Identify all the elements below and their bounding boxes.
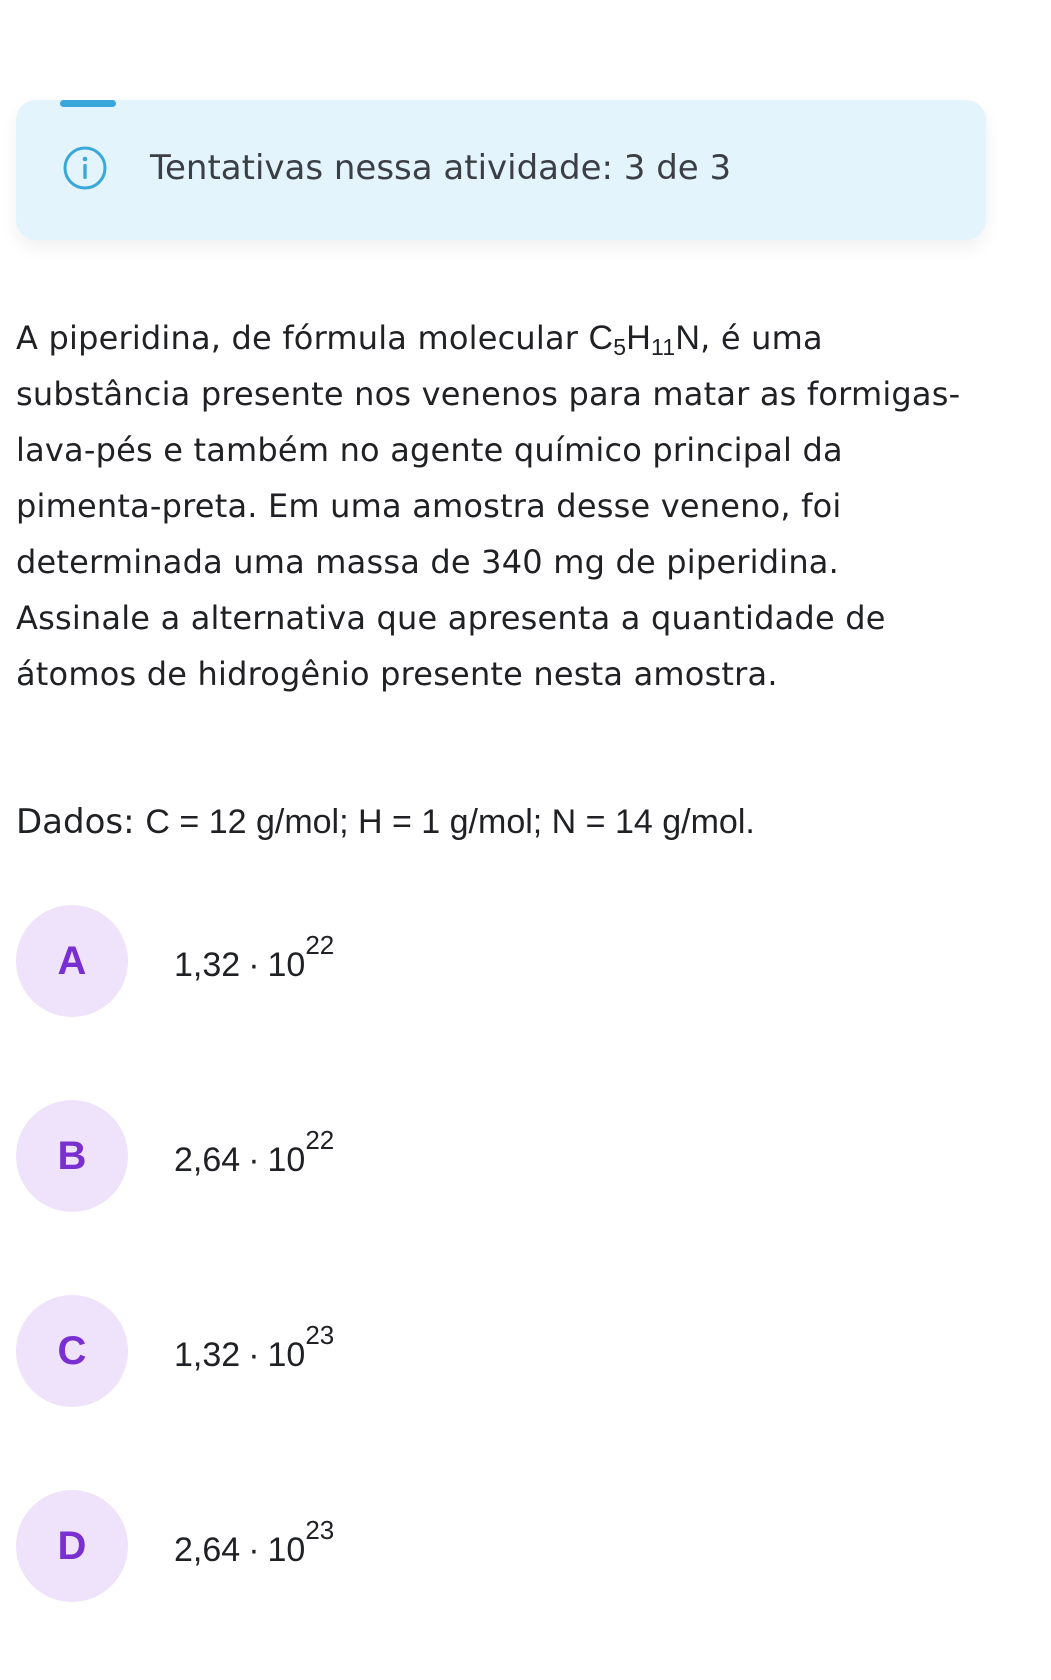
option-d-value[interactable]: $2,64 \cdot 10^{23}$ [174, 1515, 335, 1569]
option-b-letter[interactable]: B [16, 1100, 128, 1212]
option-a[interactable] [16, 905, 916, 1017]
given-data [16, 800, 755, 844]
option-a-value[interactable]: $1,32 \cdot 10^{22}$ [174, 930, 335, 984]
option-d-letter[interactable]: D [16, 1490, 128, 1602]
molecular-formula: $C_5H_{11}N$ [588, 319, 701, 360]
option-b-value[interactable]: $2,64 \cdot 10^{22}$ [174, 1125, 335, 1179]
info-card-accent-bar [60, 100, 116, 107]
option-d[interactable] [16, 1490, 916, 1602]
given-data-label: Dados: [16, 802, 146, 842]
question-text-intro: A piperidina, de fórmula molecular [16, 319, 589, 357]
info-circle-icon [62, 145, 108, 191]
option-b[interactable] [16, 1100, 916, 1212]
option-c-letter[interactable]: C [16, 1295, 128, 1407]
given-data-values: C = 12 g/mol; H = 1 g/mol; N = 14 g/mol. [145, 803, 755, 841]
option-c[interactable] [16, 1295, 916, 1407]
option-c-value[interactable]: $1,32 \cdot 10^{23}$ [174, 1320, 335, 1374]
attempts-text: Tentativas nessa atividade: 3 de 3 [150, 148, 732, 188]
option-a-letter[interactable]: A [16, 905, 128, 1017]
question-text-body: , é uma substância presente nos venenos para matar as formigas-lava-pés e também no agente químico principal da pimenta-preta. Em uma amostra desse veneno, foi determinada uma massa de 340 mg de piperidina. Assinale a alternativa que apresenta a quantidade de átomos de hidrogênio presente nesta amostra. [16, 319, 961, 693]
question-text [16, 310, 976, 702]
